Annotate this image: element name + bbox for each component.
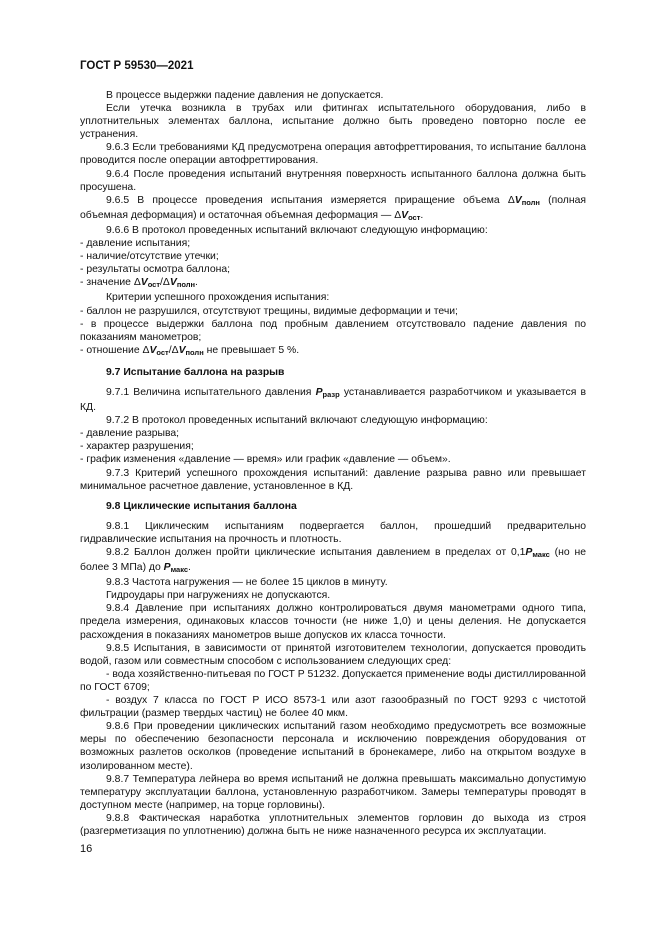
paragraph-9-8-8: 9.8.8 Фактическая наработка уплотнительных элементов горловин до выхода из строя (разгерметизация по уплотнению) должна быть не ниже назначенного ресурса их эксплуатации.: [80, 812, 586, 837]
subscript-ost: ост: [408, 212, 421, 222]
paragraph-9-8-4: 9.8.4 Давление при испытаниях должно контролироваться двумя манометрами одного типа, предела измерения, одинаковых классов точности (не ниже 1,0) и цены деления. Не допускается расхождения в показаниях манометров выше допусков их класса точности.: [80, 603, 586, 641]
paragraph-9-8-6: 9.8.6 При проведении циклических испытаний газом необходимо предусмотреть все возможные меры по обеспечению безопасности персонала и исключению повреждения оборудования от возможных разлетов осколков (проведение испытаний в бронекамере, либо на открытом воздухе в изолированном месте).: [80, 721, 586, 772]
paragraph-9-6-6: 9.6.6 В протокол проведенных испытаний включают следующую информацию:: [106, 224, 488, 236]
volume-symbol: V: [514, 194, 522, 206]
list-item: - баллон не разрушился, отсутствуют трещины, видимые деформации и течи;: [80, 305, 458, 317]
subscript-poln: полн: [521, 197, 540, 207]
paragraph-9-7-2: 9.7.2 В протокол проведенных испытаний включают следующую информацию:: [106, 415, 488, 427]
pressure-symbol: P: [315, 386, 323, 398]
paragraph-9-8-3: 9.8.3 Частота нагружения — не более 15 циклов в минуту.: [106, 577, 388, 589]
list-item: - график изменения «давление — время» или график «давление — объем».: [80, 454, 451, 466]
list-item: - отношение ΔVост/ΔVполн не превышает 5 %.: [80, 344, 300, 357]
paragraph: Критерии успешного прохождения испытания:: [106, 292, 330, 304]
paragraph: Гидроудары при нагружениях не допускаются.: [106, 590, 331, 602]
list-item: - в процессе выдержки баллона под пробным давлением отсутствовало падение давления по показаниям манометров;: [80, 318, 586, 343]
paragraph-9-8-1: 9.8.1 Циклическим испытаниям подвергается баллон, прошедший предварительно гидравлические испытания на прочность и плотность.: [80, 520, 586, 545]
section-heading-9-8: 9.8 Циклические испытания баллона: [106, 500, 297, 512]
paragraph-9-6-3: 9.6.3 Если требованиями КД предусмотрена операция автофреттирования, то испытание баллона проводится после операции автофреттирования.: [80, 142, 586, 167]
document-body: [80, 89, 586, 838]
paragraph-9-6-4: 9.6.4 После проведения испытаний внутренняя поверхность испытанного баллона должна быть просушена.: [80, 168, 586, 193]
list-item: - давление разрыва;: [80, 428, 180, 440]
paragraph-9-8-5: 9.8.5 Испытания, в зависимости от принятой изготовителем технологии, допускается проводить водой, газом или совместным способом с использованием следующих сред:: [80, 642, 586, 667]
paragraph-9-7-1: 9.7.1 Величина испытательного давления Pразр устанавливается разработчиком и указывается в КД.: [80, 386, 587, 414]
list-item: - вода хозяйственно-питьевая по ГОСТ Р 51232. Допускается применение воды дистиллированной по ГОСТ 6709;: [80, 668, 586, 693]
section-heading-9-7: 9.7 Испытание баллона на разрыв: [106, 366, 285, 378]
delta-symbol: Δ: [507, 194, 515, 206]
paragraph-9-7-3: 9.7.3 Критерий успешного прохождения испытаний: давление разрыва равно или превышает минимальное расчетное давление, установленное в КД.: [80, 467, 586, 492]
delta-symbol: Δ: [394, 209, 402, 221]
list-item: - результаты осмотра баллона;: [80, 264, 231, 276]
volume-symbol: V: [401, 209, 409, 221]
paragraph: В процессе выдержки падение давления не допускается.: [106, 90, 384, 101]
list-item: - значение ΔVост/ΔVполн.: [80, 277, 198, 290]
document-number: ГОСТ Р 59530—2021: [80, 60, 194, 72]
paragraph-9-8-2: 9.8.2 Баллон должен пройти циклические испытания давлением в пределах от 0,1Pмакс (но не более 3 МПа) до Pмакс.: [80, 547, 586, 575]
paragraph-9-6-5: 9.6.5 В процессе проведения испытания измеряется приращение объема ΔVполн (полная объемная деформация) и остаточная объемная деформация — ΔVост.: [80, 194, 586, 222]
list-item: - давление испытания;: [80, 238, 191, 250]
page-number: 16: [80, 843, 93, 855]
list-item: - наличие/отсутствие утечки;: [80, 251, 219, 263]
list-item: - характер разрушения;: [80, 441, 194, 453]
paragraph-9-8-7: 9.8.7 Температура лейнера во время испытаний не должна превышать максимально допустимую температуру эксплуатации баллона, установленную разработчиком. Замеры температуры проводят в доступном месте (например, на торце горловины).: [80, 773, 586, 811]
list-item: - воздух 7 класса по ГОСТ Р ИСО 8573-1 или азот газообразный по ГОСТ 9293 с чистотой фильтрации (размер твердых частиц) не более 40 мкм.: [80, 695, 586, 720]
paragraph: Если утечка возникла в трубах или фитингах испытательного оборудования, либо в уплотнительных элементах баллона, испытание должно быть проведено повторно после ее устранения.: [80, 103, 586, 141]
